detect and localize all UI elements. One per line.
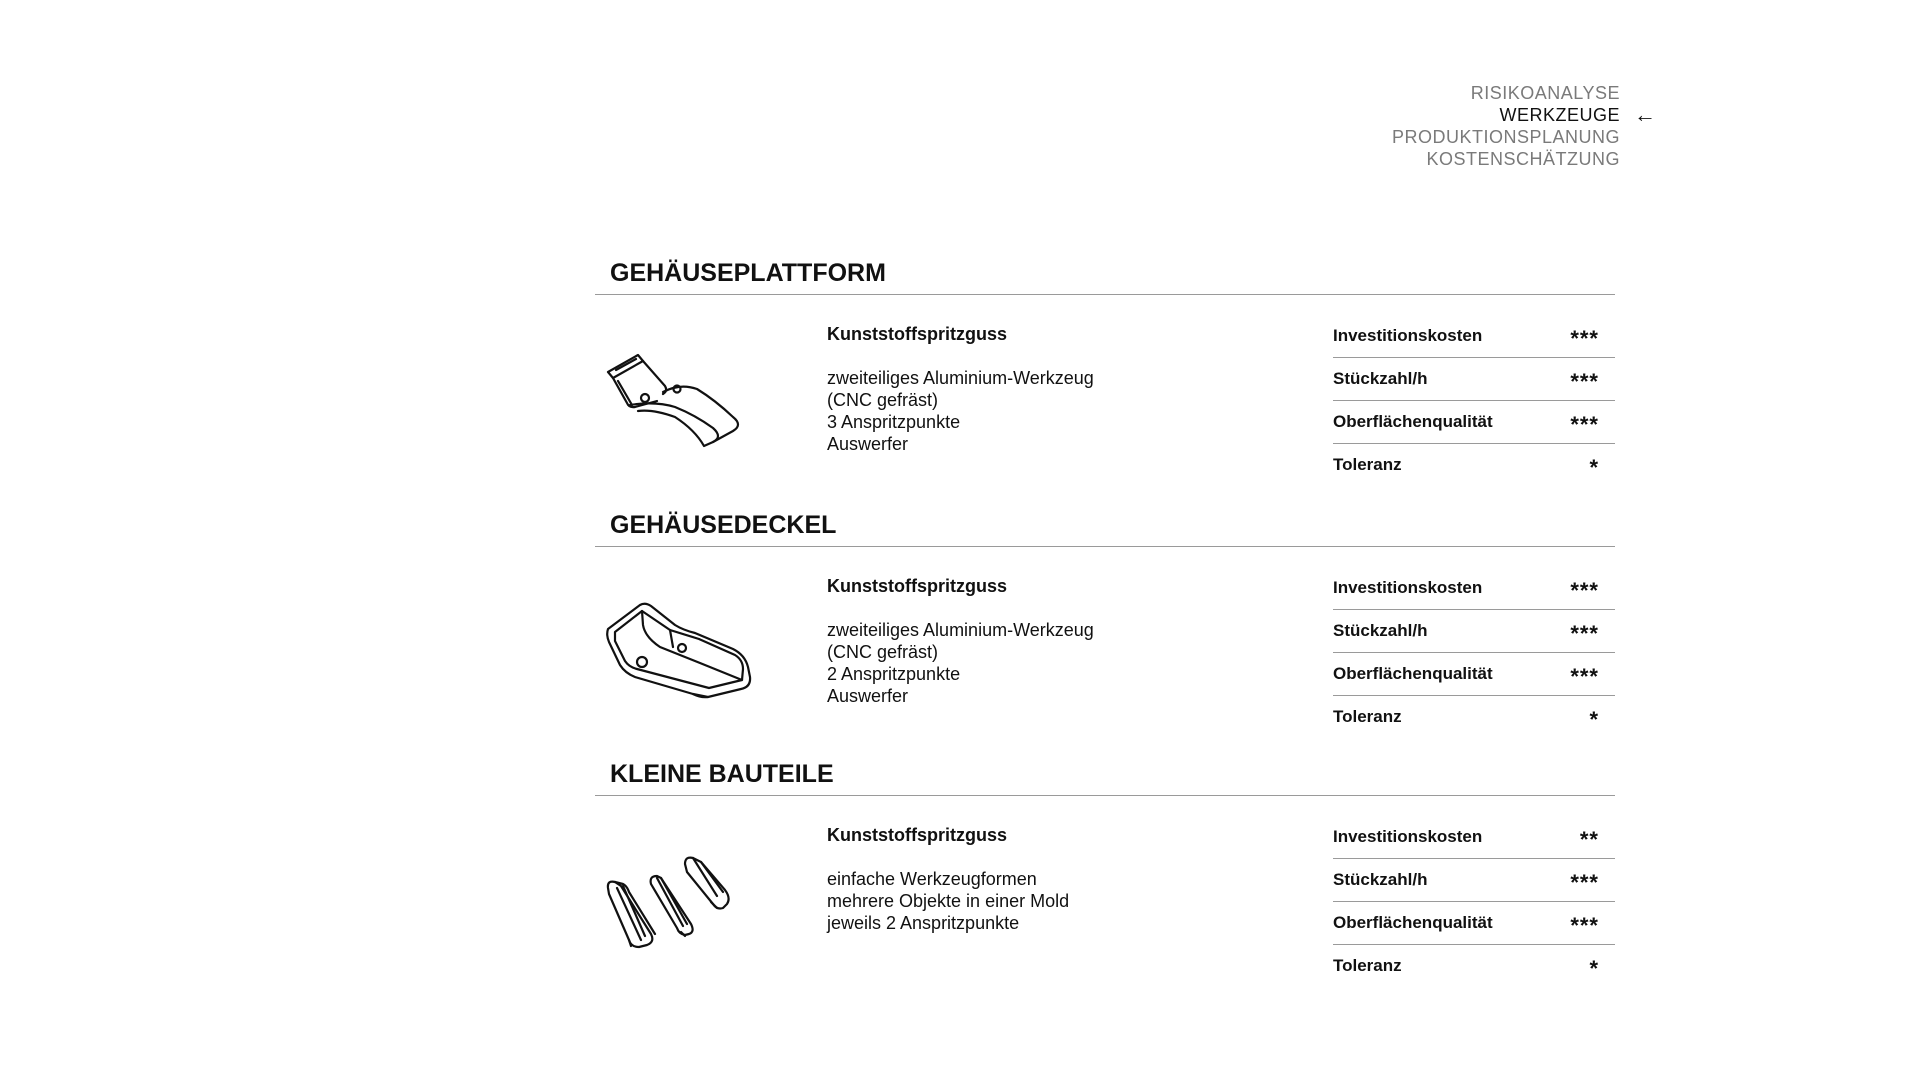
spec-rating: ***	[1570, 326, 1599, 351]
small-parts-drawing-icon	[605, 846, 755, 956]
spec-label: Investitionskosten	[1333, 326, 1483, 345]
section-title: GEHÄUSEPLATTFORM	[595, 258, 1615, 295]
detail-line: zweiteiliges Aluminium-Werkzeug	[827, 620, 1094, 640]
detail-line: 3 Anspritzpunkte	[827, 412, 961, 432]
tool-row	[595, 796, 1615, 991]
spec-label: Toleranz	[1333, 707, 1402, 726]
nav-item-risikoanalyse[interactable]: RISIKOANALYSE	[1470, 83, 1620, 103]
section-title: KLEINE BAUTEILE	[595, 759, 1615, 796]
nav-item-werkzeuge[interactable]	[1392, 102, 1657, 127]
nav-item-produktionsplanung[interactable]: PRODUKTIONSPLANUNG	[1391, 127, 1620, 147]
spec-row-toleranz	[1333, 945, 1615, 987]
spec-rating: ***	[1570, 621, 1599, 646]
tool-row	[595, 295, 1615, 490]
tool-description	[827, 575, 1094, 707]
detail-line: einfache Werkzeugformen	[827, 869, 1037, 889]
tool-description	[827, 323, 1094, 455]
spec-row-stueckzahl	[1333, 610, 1615, 653]
spec-rating: ***	[1570, 870, 1599, 895]
spec-table	[1333, 816, 1615, 987]
nav-item-kostenschaetzung[interactable]: KOSTENSCHÄTZUNG	[1426, 149, 1620, 169]
spec-row-investitionskosten	[1333, 315, 1615, 358]
arrow-left-icon: ←	[1634, 102, 1657, 127]
process-name: Kunststoffspritzguss	[827, 825, 1007, 845]
spec-label: Toleranz	[1333, 956, 1402, 975]
spec-rating: *	[1589, 455, 1599, 480]
detail-line: jeweils 2 Anspritzpunkte	[827, 913, 1020, 933]
spec-row-oberflaechenqualitaet	[1333, 401, 1615, 444]
nav-item-label: WERKZEUGE	[1499, 105, 1620, 125]
spec-rating: *	[1589, 956, 1599, 981]
detail-line: (CNC gefräst)	[827, 390, 939, 410]
housing-cover-drawing-icon	[605, 597, 755, 707]
spec-label: Oberflächenqualität	[1333, 913, 1493, 932]
spec-rating: *	[1589, 707, 1599, 732]
detail-line: zweiteiliges Aluminium-Werkzeug	[827, 368, 1094, 388]
tool-description	[827, 824, 1069, 934]
section-title: GEHÄUSEDECKEL	[595, 510, 1615, 547]
spec-row-stueckzahl	[1333, 859, 1615, 902]
spec-rating: ***	[1570, 578, 1599, 603]
section-gehaeusedeckel	[595, 510, 1615, 742]
spec-row-stueckzahl	[1333, 358, 1615, 401]
section-gehaeuseplattform	[595, 258, 1615, 490]
section-nav	[1391, 82, 1657, 170]
spec-row-investitionskosten	[1333, 816, 1615, 859]
spec-label: Stückzahl/h	[1333, 621, 1428, 640]
tool-row	[595, 547, 1615, 742]
spec-rating: ***	[1570, 664, 1599, 689]
process-name: Kunststoffspritzguss	[827, 324, 1007, 344]
spec-row-investitionskosten	[1333, 567, 1615, 610]
detail-line: mehrere Objekte in einer Mold	[827, 891, 1070, 911]
section-kleine-bauteile	[595, 759, 1615, 991]
spec-row-oberflaechenqualitaet	[1333, 902, 1615, 945]
spec-table	[1333, 315, 1615, 486]
spec-rating: ***	[1570, 369, 1599, 394]
spec-label: Oberflächenqualität	[1333, 664, 1493, 683]
detail-line: Auswerfer	[827, 686, 909, 706]
detail-line: 2 Anspritzpunkte	[827, 664, 961, 684]
spec-rating: ***	[1570, 913, 1599, 938]
spec-label: Oberflächenqualität	[1333, 412, 1493, 431]
spec-label: Stückzahl/h	[1333, 369, 1428, 388]
spec-table	[1333, 567, 1615, 738]
process-name: Kunststoffspritzguss	[827, 576, 1007, 596]
spec-label: Investitionskosten	[1333, 827, 1483, 846]
spec-row-toleranz	[1333, 444, 1615, 486]
spec-rating: **	[1579, 827, 1599, 852]
spec-label: Stückzahl/h	[1333, 870, 1428, 889]
spec-rating: ***	[1570, 412, 1599, 437]
detail-line: (CNC gefräst)	[827, 642, 939, 662]
detail-line: Auswerfer	[827, 434, 909, 454]
spec-row-oberflaechenqualitaet	[1333, 653, 1615, 696]
spec-label: Investitionskosten	[1333, 578, 1483, 597]
spec-row-toleranz	[1333, 696, 1615, 738]
spec-label: Toleranz	[1333, 455, 1402, 474]
housing-platform-drawing-icon	[605, 345, 755, 455]
